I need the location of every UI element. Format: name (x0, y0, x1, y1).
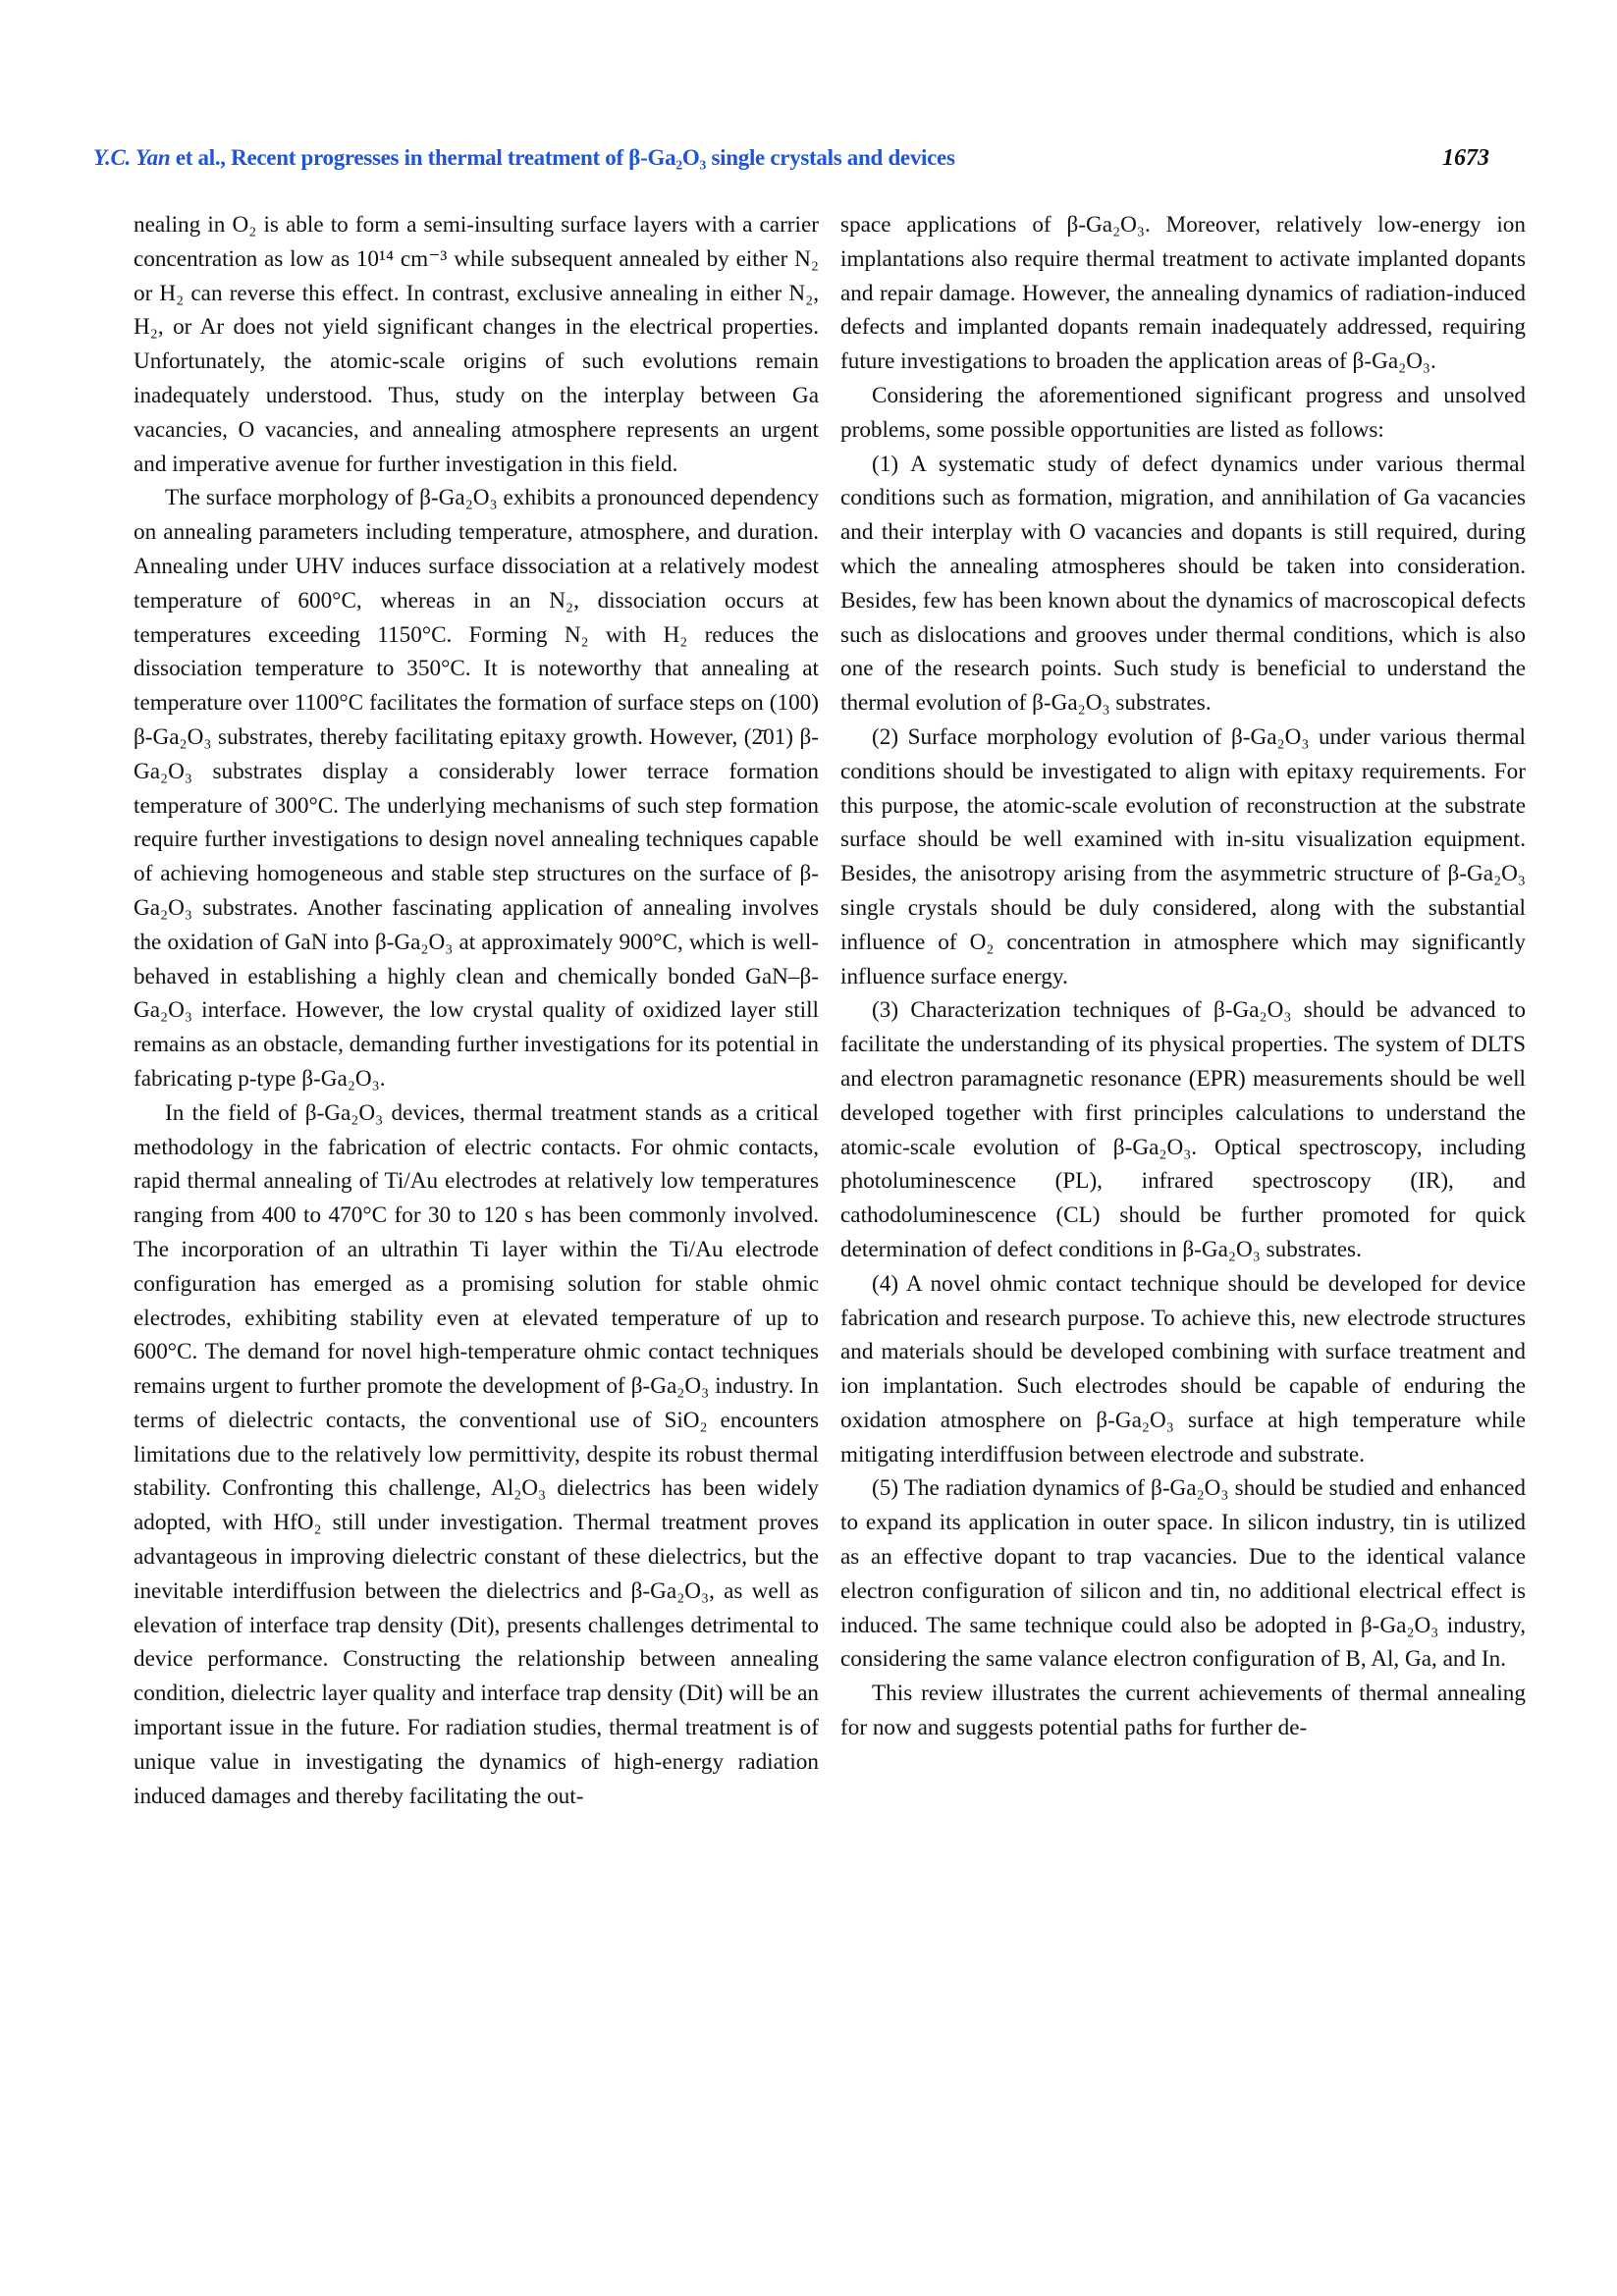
right-column (840, 208, 1526, 1745)
running-title (93, 145, 955, 171)
et-al: et al. (175, 145, 221, 170)
paragraph: nealing in O₂ is able to form a semi-insulting surface layers with a carrier concentration as low as 10¹⁴ cm⁻³ while subsequent annealed by either N₂ or H₂ can reverse this effect. In contrast, exclusive annealing in either N₂, H₂, or Ar does not yield significant changes in the electrical properties. Unfortunately, the atomic-scale origins of such evolutions remain inadequately understood. Thus, study on the interplay between Ga vacancies, O vacancies, and annealing atmosphere represents an urgent and imperative avenue for further investigation in this field. (134, 212, 819, 477)
list-item-1: (1) A systematic study of defect dynamics under various thermal conditions such as formation, migration, and annihilation of Ga vacancies and their interplay with O vacancies and dopants is still required, during which the annealing atmospheres should be taken into consideration. Besides, few has been known about the dynamics of macroscopical defects such as dislocations and grooves under thermal conditions, which is also one of the research points. Such study is beneficial to understand the thermal evolution of β-Ga₂O₃ substrates. (840, 451, 1526, 717)
paragraph: space applications of β-Ga₂O₃. Moreover, relatively low-energy ion implantations also require thermal treatment to activate implanted dopants and repair damage. However, the annealing dynamics of radiation-induced defects and implanted dopants remain inadequately addressed, requiring future investigations to broaden the application areas of β-Ga₂O₃. (840, 212, 1526, 375)
paragraph: The surface morphology of β-Ga₂O₃ exhibits a pronounced dependency on annealing parameters including temperature, atmosphere, and duration. Annealing under UHV induces surface dissociation at a relatively modest temperature of 600°C, whereas in an N₂, dissociation occurs at temperatures exceeding 1150°C. Forming N₂ with H₂ reduces the dissociation temperature to 350°C. It is noteworthy that annealing at temperature over 1100°C facilitates the formation of surface steps on (100) β-Ga₂O₃ substrates, thereby facilitating epitaxy growth. However, (2̄01) β-Ga₂O₃ substrates display a considerably lower terrace formation temperature of 300°C. The underlying mechanisms of such step formation require further investigations to design novel annealing techniques capable of achieving homogeneous and stable step structures on the surface of β-Ga₂O₃ substrates. Another fascinating application of annealing involves the oxidation of GaN into β-Ga₂O₃ at approximately 900°C, which is well-behaved in establishing a highly clean and chemically bonded GaN–β-Ga₂O₃ interface. However, the low crystal quality of oxidized layer still remains as an obstacle, demanding further investigations for its potential in fabricating p-type β-Ga₂O₃. (134, 485, 819, 1092)
list-item-5: (5) The radiation dynamics of β-Ga₂O₃ should be studied and enhanced to expand its application in outer space. In silicon industry, tin is utilized as an effective dopant to trap vacancies. Due to the identical valance electron configuration of silicon and tin, no additional electrical effect is induced. The same technique could also be adopted in β-Ga₂O₃ industry, considering the same valance electron configuration of B, Al, Ga, and In. (840, 1475, 1526, 1673)
list-item-2: (2) Surface morphology evolution of β-Ga₂O₃ under various thermal conditions should be investigated to align with epitaxy requirements. For this purpose, the atomic-scale evolution of reconstruction at the substrate surface should be well examined with in-situ visualization equipment. Besides, the anisotropy arising from the asymmetric structure of β-Ga₂O₃ single crystals should be duly considered, along with the substantial influence of O₂ concentration in atmosphere which may significantly influence surface energy. (840, 723, 1526, 989)
list-item-3: (3) Characterization techniques of β-Ga₂O₃ should be advanced to facilitate the understanding of its physical properties. The system of DLTS and electron paramagnetic resonance (EPR) measurements should be well developed together with first principles calculations to understand the atomic-scale evolution of β-Ga₂O₃. Optical spectroscopy, including photoluminescence (PL), infrared spectroscopy (IR), and cathodoluminescence (CL) should be further promoted for quick determination of defect conditions in β-Ga₂O₃ substrates. (840, 997, 1526, 1262)
left-column (134, 208, 819, 1813)
page-number: 1673 (1442, 145, 1489, 171)
author-name: Y.C. Yan (93, 145, 171, 170)
running-header (93, 145, 1489, 181)
paragraph: This review illustrates the current achievements of thermal annealing for now and suggests potential paths for further de- (840, 1681, 1526, 1741)
paragraph: In the field of β-Ga₂O₃ devices, thermal treatment stands as a critical methodology in the fabrication of electric contacts. For ohmic contacts, rapid thermal annealing of Ti/Au electrodes at relatively low temperatures ranging from 400 to 470°C for 30 to 120 s has been commonly involved. The incorporation of an ultrathin Ti layer within the Ti/Au electrode configuration has emerged as a promising solution for stable ohmic electrodes, exhibiting stability even at elevated temperature of up to 600°C. The demand for novel high-temperature ohmic contact techniques remains urgent to further promote the development of β-Ga₂O₃ industry. In terms of dielectric contacts, the conventional use of SiO₂ encounters limitations due to the relatively low permittivity, despite its robust thermal stability. Confronting this challenge, Al₂O₃ dielectrics has been widely adopted, with HfO₂ still under investigation. Thermal treatment proves advantageous in improving dielectric constant of these dielectrics, but the inevitable interdiffusion between the dielectrics and β-Ga₂O₃, as well as elevation of interface trap density (Dit), presents challenges detrimental to device performance. Constructing the relationship between annealing condition, dielectric layer quality and interface trap density (Dit) will be an important issue in the future. For radiation studies, thermal treatment is of unique value in investigating the dynamics of high-energy radiation induced damages and thereby facilitating the out- (134, 1099, 819, 1809)
article-title: , Recent progresses in thermal treatment of β-Ga₂O₃ single crystals and devices (220, 145, 955, 170)
list-item-4: (4) A novel ohmic contact technique should be developed for device fabrication and research purpose. To achieve this, new electrode structures and materials should be developed combining with surface treatment and ion implantation. Such electrodes should be capable of enduring the oxidation atmosphere on β-Ga₂O₃ surface at high temperature while mitigating interdiffusion between electrode and substrate. (840, 1270, 1526, 1468)
paragraph: Considering the aforementioned significant progress and unsolved problems, some possible opportunities are listed as follows: (840, 382, 1526, 443)
